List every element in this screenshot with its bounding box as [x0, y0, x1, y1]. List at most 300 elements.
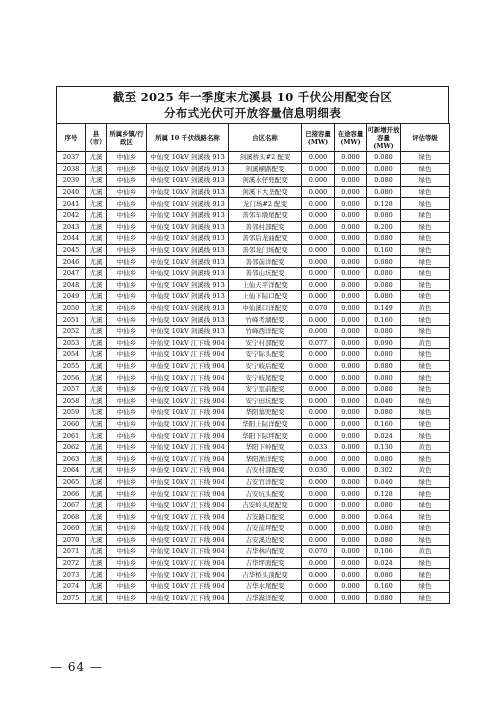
table-cell: 0.000	[335, 395, 367, 407]
table-cell: 2068	[57, 511, 86, 523]
table-cell: 2055	[57, 360, 86, 372]
table-cell: 中仙变 10kV 江下线 904	[147, 453, 229, 465]
table-cell: 中仙变 10kV 江下线 904	[147, 569, 229, 581]
table-row	[57, 233, 450, 245]
table-cell: 尤溪	[86, 511, 107, 523]
table-cell: 0.080	[367, 569, 401, 581]
table-cell: 吉安岭头尾配变	[229, 499, 302, 511]
table-cell: 2065	[57, 476, 86, 488]
table-cell: 绿色	[401, 209, 450, 221]
table-cell: 中仙乡	[107, 337, 147, 349]
table-cell: 2041	[57, 198, 86, 210]
table-cell: 中仙变 10kV 剑溪线 913	[147, 279, 229, 291]
table-cell: 安宁岐尾配变	[229, 372, 302, 384]
table-cell: 中仙乡	[107, 476, 147, 488]
table-row	[57, 244, 450, 256]
table-cell: 中仙乡	[107, 499, 147, 511]
table-cell: 0.000	[335, 244, 367, 256]
table-cell: 2069	[57, 523, 86, 535]
column-header: 台区名称	[229, 124, 302, 152]
table-cell: 中仙变 10kV 剑溪线 913	[147, 233, 229, 245]
table-cell: 2072	[57, 557, 86, 569]
table-cell: 绿色	[401, 349, 450, 361]
table-cell: 0.000	[302, 372, 335, 384]
table-cell: 吉安溪边配变	[229, 534, 302, 546]
table-cell: 上仙天平洋配变	[229, 279, 302, 291]
table-cell: 0.080	[367, 256, 401, 268]
table-cell: 中仙变 10kV 江下线 904	[147, 337, 229, 349]
table-cell: 0.000	[302, 580, 335, 592]
table-cell: 中仙变 10kV 江下线 904	[147, 476, 229, 488]
table-row	[57, 395, 450, 407]
table-cell: 中仙乡	[107, 395, 147, 407]
table-cell: 0.080	[367, 349, 401, 361]
table-cell: 0.024	[367, 557, 401, 569]
table-cell: 0.070	[302, 546, 335, 558]
table-cell: 中仙乡	[107, 256, 147, 268]
table-row	[57, 476, 450, 488]
table-cell: 0.000	[335, 349, 367, 361]
table-cell: 0.080	[367, 523, 401, 535]
table-cell: 2073	[57, 569, 86, 581]
table-cell: 尤溪	[86, 534, 107, 546]
table-cell: 0.080	[367, 267, 401, 279]
table-cell: 0.160	[367, 244, 401, 256]
table-cell: 0.302	[367, 465, 401, 477]
table-cell: 2056	[57, 372, 86, 384]
table-cell: 0.000	[335, 360, 367, 372]
table-cell: 尤溪	[86, 256, 107, 268]
table-cell: 尤溪	[86, 407, 107, 419]
table-cell: 中仙乡	[107, 488, 147, 500]
table-cell: 尤溪	[86, 152, 107, 164]
table-cell: 2070	[57, 534, 86, 546]
table-row	[57, 163, 450, 175]
table-cell: 0.000	[302, 221, 335, 233]
table-cell: 绿色	[401, 291, 450, 303]
table-row	[57, 557, 450, 569]
table-cell: 吉安路口配变	[229, 511, 302, 523]
table-cell: 安宁村部配变	[229, 337, 302, 349]
table-cell: 0.000	[302, 360, 335, 372]
table-cell: 善邻龙门场配变	[229, 244, 302, 256]
table-cell: 竹峰西洋配变	[229, 325, 302, 337]
table-cell: 安宁室前配变	[229, 383, 302, 395]
table-cell: 2071	[57, 546, 86, 558]
table-cell: 0.000	[302, 430, 335, 442]
table-row	[57, 186, 450, 198]
table-row	[57, 534, 450, 546]
table-cell: 0.024	[367, 430, 401, 442]
table-cell: 2054	[57, 349, 86, 361]
table-cell: 中仙变 10kV 江下线 904	[147, 383, 229, 395]
table-cell: 吉华水尾配变	[229, 580, 302, 592]
table-cell: 绿色	[401, 267, 450, 279]
table-cell: 绿色	[401, 488, 450, 500]
table-cell: 绿色	[401, 163, 450, 175]
table-cell: 中仙乡	[107, 372, 147, 384]
table-cell: 中仙变 10kV 剑溪线 913	[147, 175, 229, 187]
table-cell: 0.000	[302, 209, 335, 221]
table-cell: 绿色	[401, 325, 450, 337]
table-cell: 0.080	[367, 592, 401, 604]
table-cell: 0.000	[302, 198, 335, 210]
table-cell: 中仙变 10kV 江下线 904	[147, 430, 229, 442]
column-header: 评估等级	[401, 124, 450, 152]
table-cell: 绿色	[401, 256, 450, 268]
table-cell: 0.000	[335, 383, 367, 395]
table-cell: 尤溪	[86, 592, 107, 604]
table-cell: 中仙乡	[107, 546, 147, 558]
table-cell: 绿色	[401, 534, 450, 546]
table-row	[57, 523, 450, 535]
table-cell: 黄色	[401, 546, 450, 558]
table-cell: 中仙溪口洋配变	[229, 302, 302, 314]
table-cell: 尤溪	[86, 569, 107, 581]
table-cell: 2045	[57, 244, 86, 256]
table-cell: 剑溪横路配变	[229, 163, 302, 175]
table-cell: 中仙乡	[107, 360, 147, 372]
table-cell: 剑溪水仔兜配变	[229, 175, 302, 187]
table-row	[57, 198, 450, 210]
table-row	[57, 569, 450, 581]
table-cell: 吉华林内配变	[229, 546, 302, 558]
table-cell: 0.080	[367, 163, 401, 175]
table-row	[57, 325, 450, 337]
table-cell: 中仙变 10kV 江下线 904	[147, 523, 229, 535]
table-cell: 0.000	[335, 441, 367, 453]
table-cell: 尤溪	[86, 580, 107, 592]
table-row	[57, 337, 450, 349]
table-cell: 0.000	[335, 546, 367, 558]
table-cell: 尤溪	[86, 383, 107, 395]
table-cell: 吉华坪面配变	[229, 557, 302, 569]
table-cell: 绿色	[401, 523, 450, 535]
table-row	[57, 592, 450, 604]
table-cell: 2059	[57, 407, 86, 419]
table-cell: 中仙乡	[107, 383, 147, 395]
table-cell: 中仙乡	[107, 175, 147, 187]
table-row	[57, 465, 450, 477]
table-cell: 中仙乡	[107, 209, 147, 221]
table-cell: 0.040	[367, 476, 401, 488]
table-cell: 中仙变 10kV 江下线 904	[147, 592, 229, 604]
table-cell: 绿色	[401, 186, 450, 198]
table-cell: 0.080	[367, 453, 401, 465]
table-cell: 0.040	[367, 395, 401, 407]
table-cell: 0.000	[302, 291, 335, 303]
table-cell: 中仙变 10kV 江下线 904	[147, 395, 229, 407]
table-cell: 中仙变 10kV 剑溪线 913	[147, 221, 229, 233]
table-cell: 绿色	[401, 279, 450, 291]
table-cell: 0.000	[335, 511, 367, 523]
table-cell: 剑溪下大垄配变	[229, 186, 302, 198]
table-cell: 中仙变 10kV 江下线 904	[147, 360, 229, 372]
table-cell: 中仙变 10kV 江下线 904	[147, 465, 229, 477]
table-cell: 2057	[57, 383, 86, 395]
table-cell: 0.000	[335, 557, 367, 569]
table-cell: 0.160	[367, 418, 401, 430]
table-cell: 0.149	[367, 302, 401, 314]
table-cell: 中仙乡	[107, 198, 147, 210]
table-cell: 0.000	[302, 534, 335, 546]
table-cell: 0.000	[302, 407, 335, 419]
table-cell: 0.000	[302, 592, 335, 604]
table-cell: 0.080	[367, 534, 401, 546]
table-cell: 华阳下岭配变	[229, 441, 302, 453]
table-cell: 0.000	[302, 499, 335, 511]
table-cell: 中仙乡	[107, 534, 147, 546]
table-cell: 中仙变 10kV 剑溪线 913	[147, 256, 229, 268]
table-cell: 黄色	[401, 441, 450, 453]
table-cell: 中仙变 10kV 江下线 904	[147, 407, 229, 419]
table-cell: 绿色	[401, 175, 450, 187]
table-cell: 2044	[57, 233, 86, 245]
table-cell: 吉华桥头顶配变	[229, 569, 302, 581]
column-header: 已接容量(MW)	[302, 124, 335, 152]
table-cell: 中仙变 10kV 剑溪线 913	[147, 209, 229, 221]
table-row	[57, 546, 450, 558]
document-sheet	[56, 86, 449, 604]
table-cell: 0.000	[302, 488, 335, 500]
table-cell: 0.000	[302, 557, 335, 569]
table-cell: 尤溪	[86, 546, 107, 558]
table-cell: 吉安官洋配变	[229, 476, 302, 488]
table-cell: 0.160	[367, 314, 401, 326]
table-cell: 0.000	[335, 267, 367, 279]
table-cell: 0.128	[367, 198, 401, 210]
table-cell: 中仙变 10kV 江下线 904	[147, 546, 229, 558]
table-cell: 中仙变 10kV 剑溪线 913	[147, 314, 229, 326]
table-cell: 中仙变 10kV 江下线 904	[147, 372, 229, 384]
table-cell: 绿色	[401, 499, 450, 511]
table-cell: 中仙乡	[107, 407, 147, 419]
table-cell: 上仙下际口配变	[229, 291, 302, 303]
table-cell: 0.080	[367, 407, 401, 419]
table-cell: 华阳渔洋配变	[229, 453, 302, 465]
table-cell: 2049	[57, 291, 86, 303]
table-cell: 尤溪	[86, 233, 107, 245]
table-cell: 吉安前坪配变	[229, 523, 302, 535]
table-cell: 安宁际头配变	[229, 349, 302, 361]
column-header: 可新增开放容量(MW)	[367, 125, 400, 150]
table-row	[57, 488, 450, 500]
table-cell: 中仙乡	[107, 314, 147, 326]
table-cell: 0.000	[335, 175, 367, 187]
table-cell: 中仙乡	[107, 267, 147, 279]
table-cell: 2050	[57, 302, 86, 314]
table-cell: 黄色	[401, 465, 450, 477]
table-cell: 尤溪	[86, 488, 107, 500]
table-cell: 0.077	[302, 337, 335, 349]
table-cell: 0.000	[335, 209, 367, 221]
table-cell: 0.000	[335, 580, 367, 592]
table-cell: 0.000	[302, 418, 335, 430]
table-cell: 龙门场#2 配变	[229, 198, 302, 210]
table-row	[57, 302, 450, 314]
table-cell: 0.000	[335, 418, 367, 430]
table-row	[57, 291, 450, 303]
table-cell: 0.000	[302, 523, 335, 535]
table-cell: 尤溪	[86, 430, 107, 442]
table-cell: 绿色	[401, 592, 450, 604]
table-row	[57, 383, 450, 395]
table-cell: 中仙乡	[107, 279, 147, 291]
table-cell: 2064	[57, 465, 86, 477]
table-cell: 尤溪	[86, 221, 107, 233]
table-cell: 竹峰考湖配变	[229, 314, 302, 326]
table-cell: 尤溪	[86, 325, 107, 337]
table-cell: 2042	[57, 209, 86, 221]
table-cell: 0.000	[335, 152, 367, 164]
table-cell: 0.000	[335, 465, 367, 477]
table-cell: 0.000	[335, 256, 367, 268]
table-cell: 0.000	[335, 233, 367, 245]
table-title-line1: 截至 2025 年一季度末尤溪县 10 千伏公用配变台区	[112, 90, 393, 104]
table-cell: 2063	[57, 453, 86, 465]
table-cell: 2047	[57, 267, 86, 279]
table-cell: 0.000	[302, 244, 335, 256]
table-cell: 0.000	[302, 267, 335, 279]
table-cell: 0.000	[335, 302, 367, 314]
table-cell: 中仙乡	[107, 418, 147, 430]
table-cell: 0.000	[335, 337, 367, 349]
table-cell: 中仙乡	[107, 302, 147, 314]
table-cell: 剑溪桥头#2 配变	[229, 152, 302, 164]
table-cell: 0.000	[302, 256, 335, 268]
table-cell: 2075	[57, 592, 86, 604]
table-cell: 0.000	[335, 198, 367, 210]
table-cell: 0.000	[335, 488, 367, 500]
table-cell: 尤溪	[86, 476, 107, 488]
table-cell: 0.000	[335, 523, 367, 535]
table-cell: 中仙变 10kV 江下线 904	[147, 488, 229, 500]
table-cell: 安宁岐后配变	[229, 360, 302, 372]
table-cell: 中仙乡	[107, 152, 147, 164]
table-cell: 中仙乡	[107, 592, 147, 604]
table-row	[57, 175, 450, 187]
table-cell: 0.000	[335, 186, 367, 198]
table-cell: 尤溪	[86, 291, 107, 303]
table-cell: 尤溪	[86, 244, 107, 256]
table-cell: 2058	[57, 395, 86, 407]
table-cell: 尤溪	[86, 557, 107, 569]
table-cell: 中仙乡	[107, 441, 147, 453]
table-cell: 尤溪	[86, 360, 107, 372]
table-cell: 中仙乡	[107, 569, 147, 581]
table-cell: 0.000	[335, 499, 367, 511]
table-cell: 绿色	[401, 430, 450, 442]
table-cell: 0.000	[302, 383, 335, 395]
table-row	[57, 499, 450, 511]
table-cell: 绿色	[401, 198, 450, 210]
table-cell: 绿色	[401, 233, 450, 245]
table-row	[57, 314, 450, 326]
table-cell: 中仙乡	[107, 349, 147, 361]
table-cell: 中仙变 10kV 剑溪线 913	[147, 325, 229, 337]
table-cell: 中仙变 10kV 江下线 904	[147, 499, 229, 511]
table-cell: 0.080	[367, 152, 401, 164]
table-cell: 吉安村部配变	[229, 465, 302, 477]
table-cell: 0.000	[335, 592, 367, 604]
table-row	[57, 267, 450, 279]
column-header: 序号	[57, 124, 86, 152]
table-cell: 2046	[57, 256, 86, 268]
table-row	[57, 441, 450, 453]
table-cell: 2067	[57, 499, 86, 511]
table-cell: 中仙变 10kV 剑溪线 913	[147, 267, 229, 279]
table-cell: 尤溪	[86, 198, 107, 210]
table-cell: 中仙变 10kV 江下线 904	[147, 534, 229, 546]
table-cell: 0.128	[367, 488, 401, 500]
table-cell: 中仙变 10kV 剑溪线 913	[147, 244, 229, 256]
table-cell: 绿色	[401, 453, 450, 465]
table-cell: 中仙变 10kV 江下线 904	[147, 580, 229, 592]
table-cell: 中仙变 10kV 江下线 904	[147, 441, 229, 453]
table-cell: 中仙乡	[107, 186, 147, 198]
table-cell: 2062	[57, 441, 86, 453]
table-cell: 0.080	[367, 499, 401, 511]
table-row	[57, 372, 450, 384]
table-cell: 0.000	[335, 569, 367, 581]
page-number: — 64 —	[50, 660, 103, 674]
table-cell: 0.000	[302, 163, 335, 175]
table-row	[57, 152, 450, 164]
table-cell: 2043	[57, 221, 86, 233]
table-cell: 绿色	[401, 407, 450, 419]
table-cell: 0.070	[302, 302, 335, 314]
capacity-table	[56, 123, 450, 604]
table-cell: 0.000	[335, 291, 367, 303]
table-cell: 中仙乡	[107, 453, 147, 465]
table-cell: 中仙乡	[107, 163, 147, 175]
table-row	[57, 580, 450, 592]
table-cell: 绿色	[401, 221, 450, 233]
table-cell: 0.000	[335, 325, 367, 337]
column-header: 所属乡镇/行政区	[107, 124, 147, 152]
table-cell: 2048	[57, 279, 86, 291]
table-cell: 2038	[57, 163, 86, 175]
table-cell: 尤溪	[86, 395, 107, 407]
table-cell: 0.000	[302, 152, 335, 164]
table-cell: 0.080	[367, 233, 401, 245]
table-cell: 绿色	[401, 152, 450, 164]
table-cell: 吉华嵩洋配变	[229, 592, 302, 604]
table-cell: 绿色	[401, 511, 450, 523]
table-row	[57, 418, 450, 430]
table-cell: 华阳墓兜配变	[229, 407, 302, 419]
table-cell: 0.000	[335, 314, 367, 326]
table-cell: 尤溪	[86, 499, 107, 511]
table-cell: 0.064	[367, 511, 401, 523]
table-cell: 0.000	[335, 279, 367, 291]
table-cell: 0.000	[302, 325, 335, 337]
table-cell: 2074	[57, 580, 86, 592]
table-title-line2: 分布式光伏可开放容量信息明细表	[164, 106, 341, 120]
table-cell: 中仙变 10kV 江下线 904	[147, 557, 229, 569]
table-cell: 中仙变 10kV 剑溪线 913	[147, 291, 229, 303]
table-row	[57, 430, 450, 442]
table-row	[57, 209, 450, 221]
table-cell: 2053	[57, 337, 86, 349]
table-cell: 中仙变 10kV 江下线 904	[147, 349, 229, 361]
table-cell: 中仙乡	[107, 430, 147, 442]
column-header: 县（市）	[86, 124, 107, 152]
table-cell: 中仙变 10kV 剑溪线 913	[147, 186, 229, 198]
table-row	[57, 279, 450, 291]
table-cell: 0.000	[302, 314, 335, 326]
table-cell: 0.080	[367, 175, 401, 187]
